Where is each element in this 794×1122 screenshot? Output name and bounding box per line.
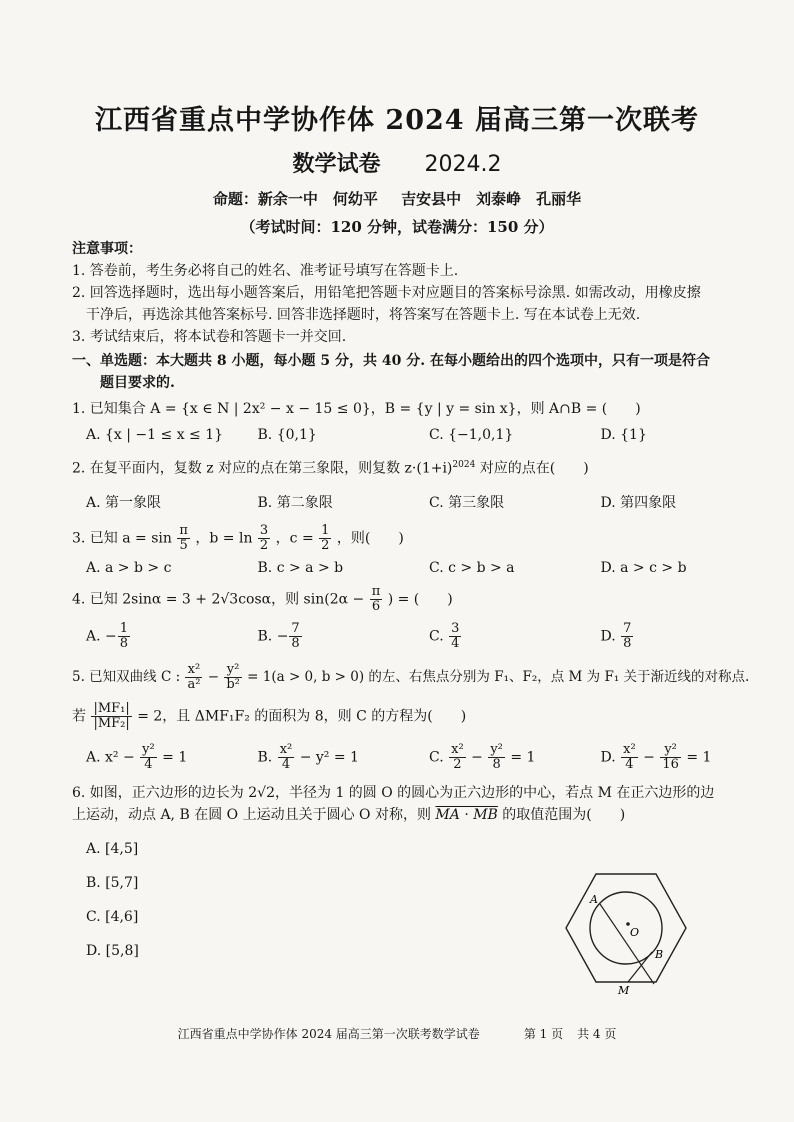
numerator: π (371, 583, 381, 599)
stem-part: 3. 已知 a = sin (72, 530, 172, 547)
question-5 (72, 663, 772, 772)
stem-part: 若 (72, 708, 86, 725)
fraction (621, 622, 633, 651)
hexagon-circle-figure (556, 866, 696, 996)
option-tail: − y² = 1 (295, 749, 359, 766)
hexagon (566, 874, 686, 982)
option-b: B. 第二象限 (257, 494, 333, 511)
denominator: 8 (119, 635, 129, 651)
option-tail: = 1 (505, 749, 536, 766)
footer-total: 共 4 页 (577, 1027, 617, 1041)
numerator: x² (623, 741, 636, 757)
option-label: D. (600, 749, 621, 766)
numerator: x² (185, 663, 202, 678)
exam-time-info: （考试时间：120 分钟，试卷满分：150 分） (240, 218, 554, 236)
exam-content (72, 238, 772, 968)
stem-part: ，b = ln (195, 530, 253, 547)
denominator: 8 (492, 756, 501, 772)
question-options (72, 557, 772, 579)
question-stem (72, 585, 772, 614)
numerator: x² (279, 741, 293, 757)
option-tail: = 1 (157, 749, 188, 766)
option-a: A. 第一象限 (86, 494, 162, 511)
numerator: 1 (119, 620, 129, 636)
denominator: 4 (451, 635, 460, 651)
label-b: B (655, 948, 664, 961)
option-label: B. − (257, 628, 289, 645)
question-stem-line2 (72, 702, 772, 731)
fraction (224, 663, 242, 692)
stem-part: 对应的点在( ) (475, 460, 589, 477)
stem-part: − (203, 668, 224, 685)
section-heading (72, 350, 772, 394)
numerator: 1 (321, 522, 330, 538)
option-label: D. (600, 628, 621, 645)
note-item: 3. 考试结束后，将本试卷和答题卡一并交回. (72, 329, 347, 345)
question-stem (72, 454, 772, 480)
denominator: 6 (371, 598, 381, 614)
option-d (601, 622, 773, 651)
option-label: B. (257, 749, 277, 766)
option-b (258, 743, 430, 772)
question-options (72, 622, 772, 651)
option-d: D. 第四象限 (600, 494, 677, 511)
fraction (118, 622, 130, 651)
question-2 (72, 454, 772, 514)
note-item: 2. 回答选择题时，选出每小题答案后，用铅笔把答题卡对应题目的答案标号涂黑. 如需改动，用橡皮擦 (72, 285, 701, 301)
denominator: 2 (453, 756, 462, 772)
stem-part: 4. 已知 2sinα = 3 + 2√3cosα，则 sin(2α − (72, 591, 365, 608)
fraction (370, 585, 383, 614)
stem-part: ，c = (275, 530, 319, 547)
option-c: C. [4,6] (86, 908, 139, 925)
option-a: A. a > b > c (86, 559, 172, 576)
option-label: C. (429, 628, 449, 645)
numerator: y² (660, 743, 681, 758)
note-item-continued: 干净后，再选涂其他答案标号. 回答非选择题时，将答案写在答题卡上. 写在本试卷上无效. (86, 307, 641, 323)
fraction (488, 743, 505, 772)
option-d: D. {1} (600, 427, 647, 443)
exponent: 2024 (452, 460, 476, 470)
stem-part: 上运动，动点 A, B 在圆 O 上运动且关于圆心 O 对称，则 (72, 806, 431, 823)
fraction (140, 743, 157, 772)
numerator: y² (490, 741, 503, 757)
numerator: 3 (259, 522, 269, 538)
numerator: 7 (623, 620, 632, 636)
question-stem: 1. 已知集合 A = {x ∈ N | 2x² − x − 15 ≤ 0}，B = {y | y = sin x}，则 A∩B = ( ) (72, 401, 641, 417)
note-item: 1. 答卷前，考生务必将自己的姓名、准考证号填写在答题卡上. (72, 263, 459, 279)
option-a: A. {x | −1 ≤ x ≤ 1} (86, 427, 224, 443)
denominator: b² (226, 676, 240, 692)
option-c: C. 第三象限 (429, 494, 505, 511)
stem-part: 5. 已知双曲线 C : (72, 668, 181, 685)
denominator: 4 (144, 756, 153, 772)
option-label: C. (429, 749, 449, 766)
fraction (91, 702, 131, 731)
question-3 (72, 524, 772, 579)
segment-bm (628, 952, 652, 982)
denominator: 4 (625, 756, 634, 772)
denominator: 5 (179, 537, 188, 553)
fraction (278, 743, 295, 772)
question-options (72, 424, 772, 446)
question-options (72, 492, 772, 514)
exam-subtitle (0, 147, 794, 178)
denominator: 2 (259, 537, 269, 553)
option-b (258, 622, 430, 651)
label-a: A (590, 893, 598, 906)
fraction (449, 622, 461, 651)
option-d: D. [5,8] (86, 942, 139, 959)
fraction (289, 622, 301, 651)
numerator: 7 (291, 620, 300, 636)
fraction (660, 743, 681, 772)
option-d (601, 743, 773, 772)
stem-part: = 1(a > 0, b > 0) 的左、右焦点分别为 F₁、F₂，点 M 为 F₁ 关于渐近线的对称点. (242, 668, 750, 685)
question-4 (72, 585, 772, 651)
fraction (621, 743, 638, 772)
stem-part: ) = ( ) (387, 591, 453, 608)
numerator: x² (451, 741, 464, 757)
option-b: B. c > a > b (257, 559, 344, 576)
section-heading-line1: 一、单选题：本大题共 8 小题，每小题 5 分，共 40 分. 在每小题给出的四个选项中，只有一项是符合 (72, 353, 710, 369)
fraction (185, 663, 202, 692)
option-d: D. a > c > b (600, 559, 687, 576)
option-a (86, 622, 258, 651)
subject-name: 数学试卷 (292, 151, 381, 177)
option-c (429, 622, 601, 651)
question-stem: 6. 如图，正六边形的边长为 2√2，半径为 1 的圆 O 的圆心为正六边形的中心，若点 M 在正六边形的边 (72, 784, 715, 801)
segment-am (600, 904, 654, 984)
denominator: a² (187, 676, 201, 692)
fraction (449, 743, 466, 772)
question-1 (72, 398, 772, 446)
stem-part: = 2，且 ΔMF₁F₂ 的面积为 8，则 C 的方程为( ) (137, 708, 467, 725)
numerator: π (179, 522, 188, 538)
option-a (86, 743, 258, 772)
option-label: A. x² − (86, 749, 140, 766)
option-c: C. {−1,0,1} (429, 427, 514, 443)
option-c (429, 743, 601, 772)
question-options (72, 743, 772, 772)
option-tail: = 1 (681, 749, 712, 766)
option-c: C. c > b > a (429, 559, 515, 576)
footer-title: 江西省重点中学协作体 2024 届高三第一次联考数学试卷 (177, 1027, 480, 1041)
question-stem (72, 663, 772, 692)
numerator: 3 (451, 620, 460, 636)
numerator: y² (142, 741, 155, 757)
question-stem-line2 (72, 804, 772, 826)
section-heading-line2: 题目要求的. (100, 375, 175, 391)
stem-part: 的取值范围为( ) (497, 806, 626, 823)
stem-part: 2. 在复平面内，复数 z 对应的点在第三象限，则复数 z·(1+i) (72, 460, 453, 477)
exam-date: 2024.2 (424, 152, 502, 177)
option-b: B. [5,7] (86, 874, 139, 891)
fraction (258, 524, 270, 553)
option-a: A. [4,5] (86, 840, 139, 857)
numerator: |MF₁| (93, 700, 130, 716)
vector-expression: MA · MB (435, 806, 498, 823)
option-mid: − (466, 749, 488, 766)
denominator: 4 (281, 756, 291, 772)
stem-part: ，则( ) (336, 530, 404, 547)
denominator: 8 (623, 635, 632, 651)
option-b: B. {0,1} (257, 427, 317, 443)
exam-title: 江西省重点中学协作体 2024 届高三第一次联考 (95, 105, 699, 136)
option-mid: − (638, 749, 660, 766)
footer-page: 第 1 页 (523, 1027, 564, 1041)
denominator: 16 (662, 756, 679, 772)
label-o: O (630, 926, 640, 939)
fraction (319, 524, 331, 553)
option-label: A. − (86, 628, 117, 645)
denominator: |MF₂| (93, 715, 130, 731)
notes-title: 注意事项： (72, 241, 142, 257)
page-footer (0, 1025, 794, 1042)
author-group-2: 吉安县中 刘泰峥 孔丽华 (401, 190, 582, 208)
numerator: y² (224, 663, 242, 678)
question-stem (72, 524, 772, 553)
fraction (177, 524, 190, 553)
denominator: 2 (321, 537, 330, 553)
denominator: 8 (291, 635, 300, 651)
authors-line (0, 188, 794, 209)
author-group-1: 命题：新余一中 何幼平 (212, 190, 378, 208)
label-m: M (618, 984, 630, 996)
